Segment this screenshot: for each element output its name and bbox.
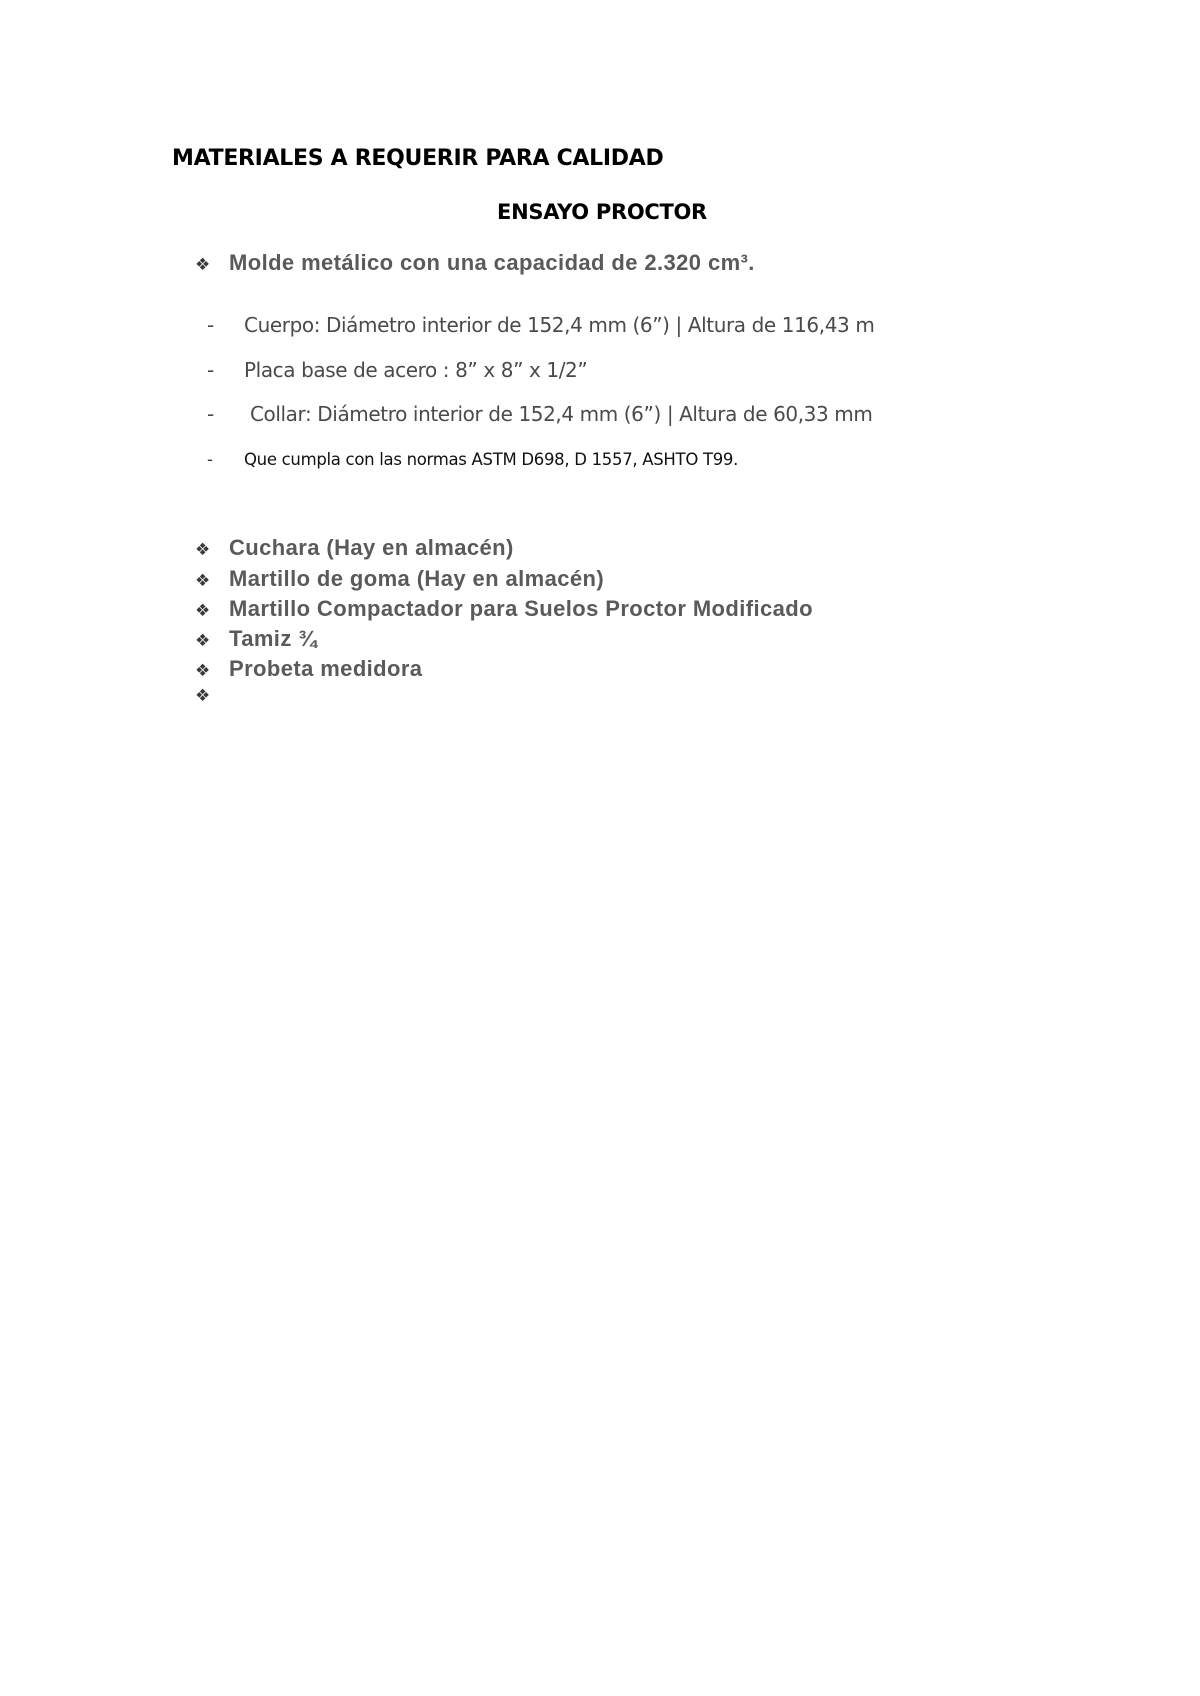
sub-list-item <box>207 402 872 426</box>
sub-list-item-text: Que cumpla con las normas ASTM D698, D 1557, ASHTO T99. <box>244 450 739 469</box>
list-item <box>195 566 604 592</box>
dash-bullet-icon: - <box>207 450 213 469</box>
list-item-text: Tamiz ¾ <box>229 626 317 651</box>
diamond-bullet-icon: ❖ <box>195 601 211 621</box>
dash-bullet-icon: - <box>207 402 214 426</box>
list-item <box>195 535 514 561</box>
diamond-bullet-icon: ❖ <box>195 540 211 560</box>
sub-list-item-text: Collar: Diámetro interior de 152,4 mm (6”) | Altura de 60,33 mm <box>244 402 873 426</box>
document-title: MATERIALES A REQUERIR PARA CALIDAD <box>172 146 664 171</box>
list-item <box>195 626 317 652</box>
diamond-bullet-icon: ❖ <box>195 571 211 591</box>
dash-bullet-icon: - <box>207 358 214 382</box>
list-item-text: Martillo de goma (Hay en almacén) <box>229 566 605 591</box>
section-title-text: ENSAYO PROCTOR <box>497 200 707 224</box>
diamond-bullet-icon: ❖ <box>195 631 211 651</box>
list-item-main <box>195 250 755 276</box>
list-item <box>195 596 813 622</box>
sub-list-item <box>207 313 874 337</box>
sub-list-item <box>207 358 587 382</box>
diamond-bullet-icon: ❖ <box>195 686 211 706</box>
sub-list-item <box>207 450 738 469</box>
list-item-text: Martillo Compactador para Suelos Proctor Modificado <box>229 596 813 621</box>
diamond-bullet-icon: ❖ <box>195 255 211 275</box>
dash-bullet-icon: - <box>207 313 214 337</box>
diamond-bullet-icon: ❖ <box>195 661 211 681</box>
list-item-text: Probeta medidora <box>229 656 423 681</box>
sub-list-item-text: Placa base de acero : 8” x 8” x 1/2” <box>244 358 588 382</box>
sub-list-item-text: Cuerpo: Diámetro interior de 152,4 mm (6”) | Altura de 116,43 m <box>244 313 875 337</box>
section-title <box>0 200 1200 224</box>
list-item-text: Molde metálico con una capacidad de 2.320 cm³. <box>229 250 755 275</box>
list-item-empty <box>195 686 229 706</box>
list-item-text: Cuchara (Hay en almacén) <box>229 535 514 560</box>
list-item <box>195 656 422 682</box>
